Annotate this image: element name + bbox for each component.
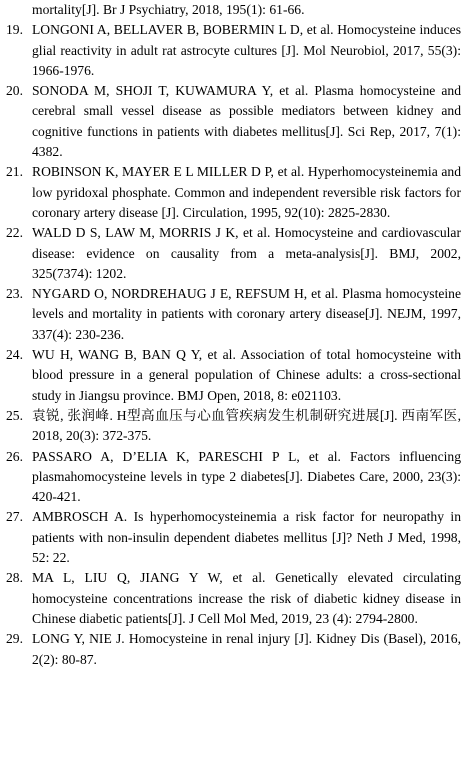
reference-number: 25. [6, 407, 23, 423]
reference-text: PASSARO A, D’ELIA K, PARESCHI P L, et al. Factors influencing plasmahomocysteine levels in type 2 diabetes[J]. Diabetes Care, 2000, 23(3): 420-421. [32, 448, 461, 505]
reference-item-29 [6, 629, 461, 670]
reference-number: 19. [6, 22, 23, 38]
reference-number: 28. [6, 570, 23, 586]
reference-text: 袁锐, 张润峰. H型高血压与心血管疾病发生机制研究进展[J]. 西南军医, 2018, 20(3): 372-375. [32, 407, 461, 444]
reference-number: 29. [6, 631, 23, 647]
reference-number: 23. [6, 286, 23, 302]
reference-number: 22. [6, 225, 23, 241]
reference-text: AMBROSCH A. Is hyperhomocysteinemia a risk factor for neuropathy in patients with non-insulin dependent diabetes mellitus [J]? Neth J Med, 1998, 52: 22. [32, 509, 461, 566]
reference-text: WALD D S, LAW M, MORRIS J K, et al. Homocysteine and cardiovascular disease: evidence on causality from a meta-analysis[J]. BMJ, 2002, 325(7374): 1202. [32, 225, 461, 281]
reference-text: LONGONI A, BELLAVER B, BOBERMIN L D, et al. Homocysteine induces glial reactivity in adult rat astrocyte cultures [J]. Mol Neurobiol, 2017, 55(3): 1966-1976. [32, 22, 461, 78]
reference-list-page [6, 0, 461, 780]
reference-number: 21. [6, 164, 23, 180]
reference-number: 20. [6, 83, 23, 99]
reference-item-25 [6, 406, 461, 447]
reference-number: 24. [6, 347, 23, 363]
reference-item-26 [6, 447, 461, 508]
reference-continuation [6, 0, 461, 20]
reference-item-28 [6, 568, 461, 629]
reference-item-23 [6, 284, 461, 345]
reference-text: LONG Y, NIE J. Homocysteine in renal injury [J]. Kidney Dis (Basel), 2016, 2(2): 80-87. [32, 631, 461, 667]
reference-text: NYGARD O, NORDREHAUG J E, REFSUM H, et al. Plasma homocysteine levels and mortality in patients with coronary artery disease[J]. NEJM, 1997, 337(4): 230-236. [32, 286, 461, 342]
reference-text: MA L, LIU Q, JIANG Y W, et al. Genetically elevated circulating homocysteine concentrations increase the risk of diabetic kidney disease in Chinese diabetic patients[J]. J Cell Mol Med, 2019, 23 (4): 2794-2800. [32, 570, 461, 626]
reference-item-20 [6, 81, 461, 162]
reference-text: ROBINSON K, MAYER E L MILLER D P, et al. Hyperhomocysteinemia and low pyridoxal phosphate. Common and independent reversible risk factors for coronary artery disease [J]. Circulation, 1995, 92(10): 2825-2830. [32, 164, 461, 220]
reference-number: 27. [6, 509, 23, 525]
reference-item-19 [6, 20, 461, 81]
reference-item-21 [6, 162, 461, 223]
reference-number: 26. [6, 448, 23, 464]
reference-continuation-text: mortality[J]. Br J Psychiatry, 2018, 195(1): 61-66. [32, 2, 305, 17]
reference-item-27 [6, 507, 461, 568]
reference-item-24 [6, 345, 461, 406]
reference-text: SONODA M, SHOJI T, KUWAMURA Y, et al. Plasma homocysteine and cerebral small vessel disease as possible mediators between kidney and cognitive functions in patients with diabetes mellitus[J]. Sci Rep, 2017, 7(1): 4382. [32, 83, 461, 160]
reference-item-22 [6, 223, 461, 284]
reference-text: WU H, WANG B, BAN Q Y, et al. Association of total homocysteine with blood pressure in a general population of Chinese adults: a cross-sectional study in Jiangsu province. BMJ Open, 2018, 8: e021103. [32, 347, 461, 403]
